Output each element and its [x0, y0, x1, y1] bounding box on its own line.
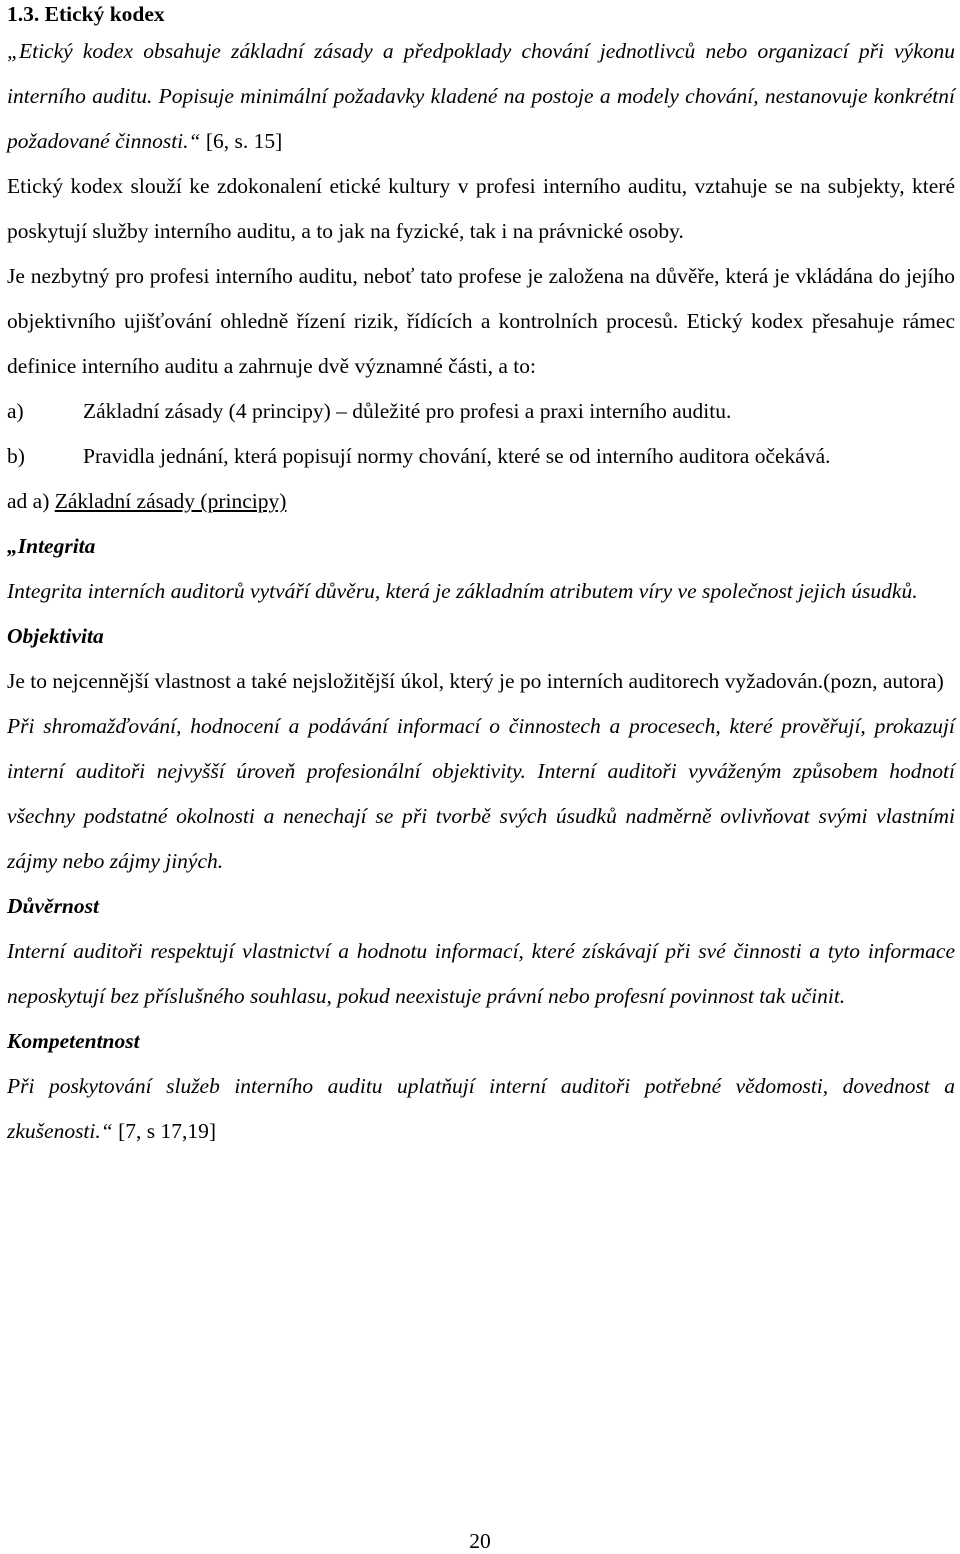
list-item-text: Základní zásady (4 principy) – důležité pro profesi a praxi interního auditu. — [83, 399, 732, 423]
integrita-heading: „Integrita — [7, 534, 96, 558]
kompetentnost-paragraph — [7, 1064, 955, 1154]
objektivita-text: Je to nejcennější vlastnost a také nejsložitější úkol, který je po interních auditorech vyžadován.(pozn, autora) — [7, 669, 944, 693]
document-page — [7, 0, 955, 1154]
kompetentnost-heading: Kompetentnost — [7, 1029, 140, 1053]
objektivita-quote: Při shromažďování, hodnocení a podávání informací o činnostech a procesech, které prověřují, prokazují interní auditoři nejvyšší úroveň profesionální objektivity. Interní auditoři vyváženým způsobem hodnotí všechny podstatné okolnosti a nenechají se při tvorbě svých úsudků nadměrně ovlivňovat svými vlastními zájmy nebo zájmy jiných. — [7, 714, 955, 873]
kompetentnost-text: Při poskytování služeb interního auditu uplatňují interní auditoři potřebné vědomosti, dovednost a zkušenosti.“ — [7, 1074, 955, 1143]
intro-quote: „Etický kodex obsahuje základní zásady a předpoklady chování jednotlivců nebo organizací při výkonu interního auditu. Popisuje minimální požadavky kladené na postoje a modely chování, nestanovuje konkrétní požadované činnosti.“ — [7, 39, 955, 153]
kompetentnost-citation: [7, s 17,19] — [112, 1119, 217, 1143]
intro-paragraph — [7, 29, 955, 164]
page-number: 20 — [469, 1529, 491, 1553]
list-item — [7, 389, 955, 434]
ad-a-line — [7, 479, 955, 524]
list-marker: b) — [7, 444, 25, 468]
ad-prefix: ad a) — [7, 489, 55, 513]
duvernost-heading: Důvěrnost — [7, 894, 99, 918]
objektivita-heading: Objektivita — [7, 624, 104, 648]
intro-citation: [6, s. 15] — [200, 129, 283, 153]
paragraph-2: Je nezbytný pro profesi interního auditu, neboť tato profese je založena na důvěře, která je vkládána do jejího objektivního ujišťování ohledně řízení rizik, řídících a kontrolních procesů. Etický kodex přesahuje rámec definice interního auditu a zahrnuje dvě významné části, a to: — [7, 264, 955, 378]
paragraph-1: Etický kodex slouží ke zdokonalení etické kultury v profesi interního auditu, vztahuje se na subjekty, které poskytují služby interního auditu, a to jak na fyzické, tak i na právnické osoby. — [7, 174, 955, 243]
principles-subheading: Základní zásady (principy) — [54, 489, 287, 513]
principles-list — [7, 389, 955, 479]
list-marker: a) — [7, 399, 24, 423]
integrita-text: Integrita interních auditorů vytváří důvěru, která je základním atributem víry ve společnost jejich úsudků. — [7, 579, 918, 603]
duvernost-text: Interní auditoři respektují vlastnictví a hodnotu informací, které získávají při své činnosti a tyto informace neposkytují bez příslušného souhlasu, pokud neexistuje právní nebo profesní povinnost tak učinit. — [7, 939, 955, 1008]
list-item-text: Pravidla jednání, která popisují normy chování, které se od interního auditora očekává. — [83, 444, 831, 468]
list-item — [7, 434, 955, 479]
section-heading: 1.3. Etický kodex — [7, 2, 165, 26]
